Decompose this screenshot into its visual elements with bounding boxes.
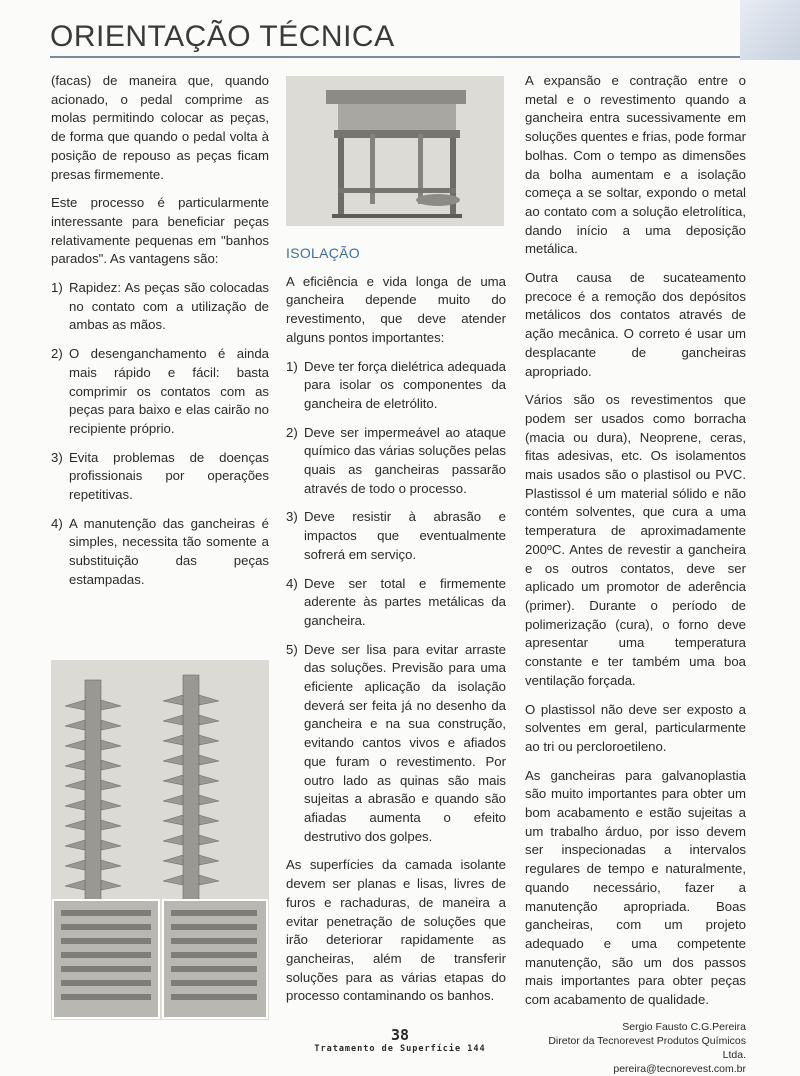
list-item — [51, 279, 269, 335]
column-2 — [286, 76, 506, 1016]
item-number: 5) — [286, 641, 298, 657]
column-1 — [51, 72, 269, 600]
item-number: 1) — [286, 358, 298, 374]
item-number: 3) — [51, 449, 63, 465]
item-number: 1) — [51, 280, 63, 296]
racks-photo — [51, 660, 269, 1020]
column-3 — [525, 72, 746, 1076]
item-number: 2) — [51, 346, 63, 362]
item-text: Rapidez: As peças são colocadas no contato com a utilização de ambas as mãos. — [69, 280, 269, 333]
equipment-illustration — [286, 76, 504, 226]
item-text: Deve ser impermeável ao ataque químico das várias soluções pelas quais as gancheiras passarão através de todo o processo. — [304, 424, 506, 496]
advantages-list — [51, 279, 269, 590]
list-item — [286, 508, 506, 564]
item-text: Deve ter força dielétrica adequada para isolar os componentes da gancheira de eletrólito. — [304, 358, 506, 411]
paragraph: A eficiência e vida longa de uma gancheira depende muito do revestimento, que deve atender alguns pontos importantes: — [286, 273, 506, 345]
item-number: 4) — [286, 575, 298, 591]
list-item — [51, 515, 269, 590]
paragraph: Este processo é particularmente interessante para beneficiar peças relativamente pequenas em "banhos parados". As vantagens são: — [51, 195, 269, 267]
item-number: 4) — [51, 515, 63, 531]
list-item — [51, 345, 269, 439]
list-item — [51, 449, 269, 505]
equipment-photo — [286, 76, 504, 226]
paragraph: Vários são os revestimentos que podem ser usados como borracha (macia ou dura), Neoprene, ceras, fitas adesivas, etc. Os isolamentos mais usados são o plastisol ou PVC. Plastissol é um material sólido e não contém solventes, que cura a uma temperatura de aproximadamente 200ºC. Antes de revestir a gancheira e os outros contatos, deve ser aplicado um promotor de aderência (primer). Durante o período de polimerização (cura), o forno deve apresentar uma temperatura constante e ter também uma boa ventilação forçada. — [525, 392, 746, 688]
paragraph: (facas) de maneira que, quando acionado, o pedal comprime as molas permitindo colocar as peças, de forma que quando o pedal volta à posição de repouso as peças ficam presas firmemente. — [51, 73, 269, 182]
paragraph: A expansão e contração entre o metal e o revestimento quando a gancheira entra sucessivamente em soluções quentes e frias, pode formar bolhas. Com o tempo as dimensões da bolha aumentam e a isolação começa a se soltar, expondo o metal ao contato com a solução eletrolítica, dando início a uma deposição metálica. — [525, 73, 746, 257]
item-text: Evita problemas de doenças profissionais por operações repetitivas. — [69, 449, 269, 503]
paragraph: As superfícies da camada isolante devem ser planas e lisas, livres de furos e rachaduras, de maneira a evitar penetração de soluções que irão deteriorar rapidamente as gancheiras, além de transferir soluções para as várias etapas do processo contaminando os banhos. — [286, 857, 506, 1004]
item-number: 2) — [286, 424, 298, 440]
author-email: pereira@tecnorevest.com.br — [613, 1062, 746, 1075]
item-text: A manutenção das gancheiras é simples, necessita tão somente a substituição das peças estampadas. — [69, 515, 269, 587]
list-item — [286, 575, 506, 631]
header-accent — [740, 0, 800, 60]
item-number: 3) — [286, 509, 298, 525]
item-text: O desenganchamento é ainda mais rápido e fácil: basta comprimir os contatos com as peças para baixo e elas cairão no recipiente próprio. — [69, 346, 269, 436]
header-rule — [50, 56, 740, 58]
paragraph: Outra causa de sucateamento precoce é a remoção dos depósitos metálicos dos contatos através de ação mecânica. O correto é usar um desplacante de gancheiras apropriado. — [525, 270, 746, 379]
author-title: Diretor da Tecnorevest Produtos Químicos Ltda. — [548, 1034, 746, 1061]
page-footer — [0, 1026, 800, 1054]
paragraph: As gancheiras para galvanoplastia são muito importantes para obter um bom acabamento e estão sujeitas a um trabalho árduo, por isso devem ser inspecionadas a intervalos regulares de tempo e naturalmente, quando necessário, fazer a manutenção apropriada. Boas gancheiras, com um projeto adequado e uma competente manutenção, são um dos passos mais importantes para obter peças com acabamento de qualidade. — [525, 767, 746, 1008]
paragraph: O plastissol não deve ser exposto a solventes em geral, particularmente ao tri ou percloroetileno. — [525, 701, 746, 754]
section-title: ORIENTAÇÃO TÉCNICA — [50, 20, 395, 53]
item-text: Deve resistir à abrasão e impactos que eventualmente sofrerá em serviço. — [304, 509, 506, 562]
list-item — [286, 358, 506, 414]
list-item — [286, 424, 506, 499]
item-text: Deve ser total e firmemente aderente às partes metálicas da gancheira. — [304, 575, 506, 628]
section-heading: ISOLAÇÃO — [286, 245, 360, 261]
racks-illustration — [51, 660, 269, 1020]
list-item — [286, 641, 506, 847]
item-text: Deve ser lisa para evitar arraste das soluções. Previsão para uma eficiente aplicação da isolação deverá ser feita já no desenho da gancheira e na sua construção, evitando cantos vivos e afiados que furam o revestimento. Por outro lado as quinas são mais sujeitas a abrasão e quando são afiadas aumenta o efeito destrutivo dos golpes. — [304, 641, 506, 844]
requirements-list — [286, 358, 506, 847]
magazine-name: Tratamento de Superfície 144 — [314, 1044, 486, 1054]
page-number: 38 — [390, 1026, 410, 1044]
author-name: Sergio Fausto C.G.Pereira — [622, 1020, 746, 1033]
page-header — [0, 0, 800, 60]
